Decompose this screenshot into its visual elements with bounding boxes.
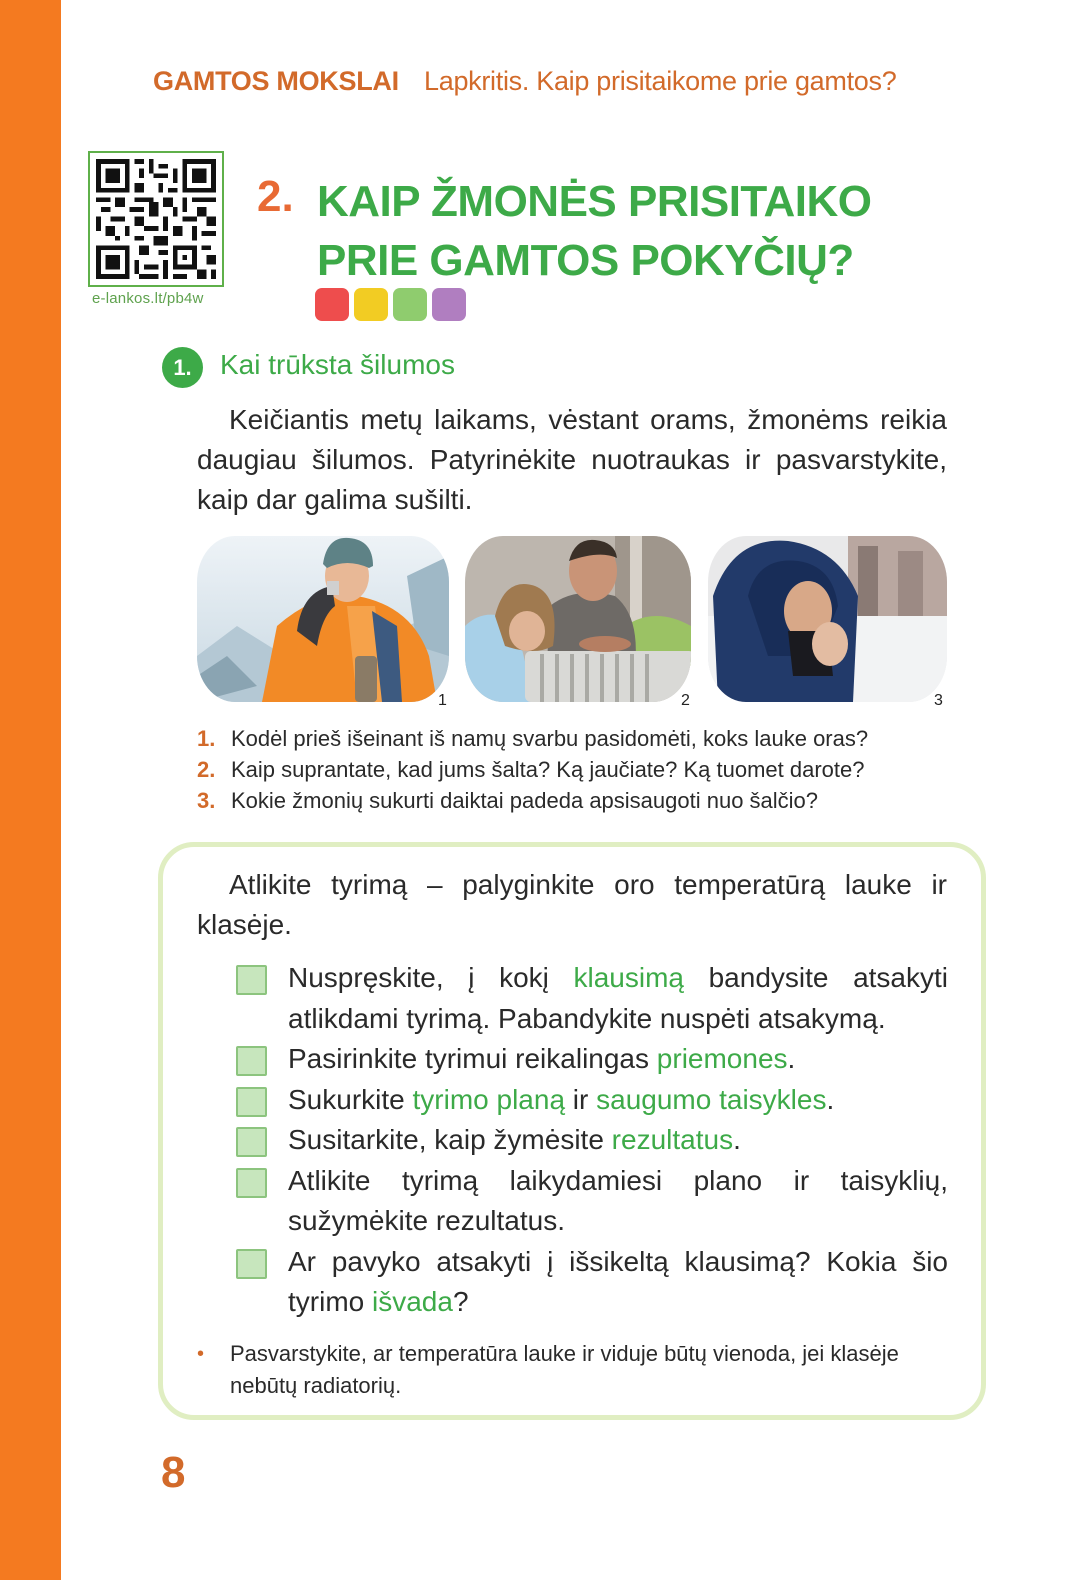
step-text: . (826, 1083, 835, 1115)
step-text: Sukurkite (288, 1083, 413, 1115)
subject-label: GAMTOS MOKSLAI (153, 66, 399, 96)
step-text: ? (452, 1286, 469, 1317)
photo-row (197, 536, 947, 711)
photo-hiker-drinking (197, 536, 449, 702)
difficulty-levels (315, 288, 466, 321)
step-keyword: išvada (372, 1286, 453, 1317)
question-list (197, 723, 868, 816)
task-step (236, 1242, 948, 1323)
task-step (236, 1080, 948, 1121)
level-red-square (315, 288, 349, 321)
side-color-bar (0, 0, 61, 1580)
level-yellow-square (354, 288, 388, 321)
question-number: 3. (197, 788, 216, 813)
task-note (197, 1338, 949, 1402)
note-text: Pasvarstykite, ar temperatūra lauke ir viduje būtų vienoda, jei klasėje nebūtų radiatorių. (230, 1341, 899, 1398)
photo-number-1: 1 (438, 692, 447, 709)
level-green-square (393, 288, 427, 321)
lesson-title (317, 172, 872, 290)
question-item (197, 785, 868, 816)
intro-paragraph: Keičiantis metų laikams, vėstant orams, žmonėms reikia daugiau šilumos. Patyrinėkite nuotraukas ir pasvarstykite, kaip dar galima sušilti. (197, 404, 947, 515)
step-keyword: tyrimo planą (412, 1083, 566, 1115)
task-steps (236, 958, 948, 1323)
question-text: Kaip suprantate, kad jums šalta? Ką jaučiate? Ką tuomet darote? (231, 757, 865, 782)
question-number: 2. (197, 757, 216, 782)
section-title: Kai trūksta šilumos (220, 349, 455, 380)
question-text: Kokie žmonių sukurti daiktai padeda apsisaugoti nuo šalčio? (231, 788, 819, 813)
checkbox[interactable] (236, 1087, 267, 1117)
page-number: 8 (161, 1448, 186, 1497)
step-keyword: rezultatus (611, 1124, 734, 1155)
question-item (197, 754, 868, 785)
step-text: Susitarkite, kaip žymėsite (288, 1124, 612, 1155)
section-number-badge: 1. (162, 347, 203, 388)
checkbox[interactable] (236, 1249, 267, 1279)
step-text: Atlikite tyrimą laikydamiesi plano ir taisyklių, sužymėkite rezultatus. (288, 1164, 948, 1236)
step-text: Pasirinkite tyrimui reikalingas (288, 1043, 657, 1074)
step-keyword: klausimą (573, 962, 684, 993)
step-text: . (787, 1043, 796, 1074)
checkbox[interactable] (236, 1046, 267, 1076)
lesson-number: 2. (257, 172, 294, 221)
checkbox[interactable] (236, 965, 267, 995)
task-step (236, 1161, 948, 1242)
question-number: 1. (197, 726, 216, 751)
photo-man-cold-hood (708, 536, 947, 702)
lesson-title-line-2: PRIE GAMTOS POKYČIŲ? (317, 236, 854, 285)
task-intro: Atlikite tyrimą – palyginkite oro temperatūrą lauke ir klasėje. (197, 869, 947, 940)
lesson-title-line-1: KAIP ŽMONĖS PRISITAIKO (317, 177, 872, 226)
running-header (153, 66, 896, 97)
task-step (236, 958, 948, 1039)
step-text: Nuspręskite, į kokį (288, 962, 574, 993)
step-text: Ar pavyko atsakyti į išsikeltą klausimą? Kokia šio tyrimo (288, 1245, 948, 1317)
topic-label: Lapkritis. Kaip prisitaikome prie gamtos? (424, 66, 897, 96)
question-item (197, 723, 868, 754)
level-purple-square (432, 288, 466, 321)
task-step (236, 1039, 948, 1080)
checkbox[interactable] (236, 1168, 267, 1198)
qr-code-graphic (96, 159, 216, 279)
qr-link-text[interactable]: e-lankos.lt/pb4w (92, 290, 204, 307)
qr-code-icon[interactable] (88, 151, 224, 287)
checkbox[interactable] (236, 1127, 267, 1157)
photo-family-radiator (465, 536, 691, 702)
bullet-icon: • (197, 1343, 205, 1365)
step-text: . (733, 1124, 741, 1155)
question-text: Kodėl prieš išeinant iš namų svarbu pasidomėti, koks lauke oras? (231, 726, 869, 751)
step-keyword: saugumo taisykles (596, 1083, 827, 1115)
photo-number-2: 2 (681, 692, 690, 709)
step-text: ir (565, 1083, 597, 1115)
photo-number-3: 3 (934, 692, 943, 709)
step-keyword: priemones (656, 1043, 788, 1074)
step-text: bandysite atsakyti atlikdami tyrimą. Pabandykite nuspėti atsakymą. (288, 962, 949, 1034)
task-step (236, 1120, 948, 1161)
